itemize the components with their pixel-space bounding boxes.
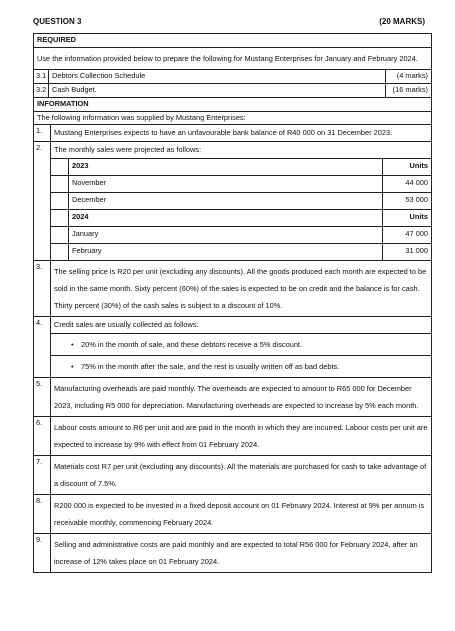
question-table — [33, 33, 432, 573]
required-heading: REQUIRED — [37, 35, 77, 44]
sales-row — [51, 243, 431, 260]
sales-value: 53 000 — [405, 195, 428, 205]
information-intro: The following information was supplied by Mustang Enterprises: — [34, 111, 431, 125]
question-header — [33, 17, 425, 29]
task-row — [34, 69, 431, 83]
sales-value: 44 000 — [405, 178, 428, 188]
item-text: Mustang Enterprises expects to have an unfavourable bank balance of R40 000 on 31 December 2023. — [54, 128, 393, 138]
sales-label: February — [69, 244, 383, 260]
item-text: The selling price is R20 per unit (excluding any discounts). All the goods produced each month are expected to be sold in the same month. Sixty percent (60%) of the sales is expected to be on credit and the balance is for cash. Thirty percent (30%) of the cash sales is subject to a discount of 10%. — [54, 267, 427, 311]
sales-label: 2023 — [69, 159, 383, 175]
bullet-item: • 75% in the month after the sale, and the rest is usually written off as bad debts. — [81, 358, 431, 375]
sales-row — [51, 159, 431, 175]
item-number: 2. — [34, 142, 51, 260]
item-text: R200 000 is expected to be invested in a fixed deposit account on 01 February 2024. Interest at 9% per annum is receivable monthly, commencing February 2024. — [54, 501, 425, 528]
item-text: Manufacturing overheads are paid monthly. The overheads are expected to amount to R65 000 for December 2023, including R5 000 for depreciation. Manufacturing overheads are expected to increase by 5% each month. — [54, 384, 419, 411]
info-item-9 — [34, 533, 431, 572]
sales-row — [51, 209, 431, 226]
question-marks: (20 MARKS) — [379, 17, 425, 26]
item-number: 5. — [34, 378, 51, 416]
sales-value: 31 000 — [405, 246, 428, 256]
task-label: Debtors Collection Schedule — [49, 70, 386, 83]
item-number: 6. — [34, 417, 51, 455]
item-text: The monthly sales were projected as follows: — [54, 145, 202, 155]
bullet-list — [51, 355, 431, 377]
sales-label: November — [69, 176, 383, 192]
info-item-2 — [34, 141, 431, 260]
item-text: Credit sales are usually collected as follows: — [54, 320, 199, 330]
item-text: Materials cost R7 per unit (excluding any discounts). All the materials are purchased for cash to take advantage of a discount of 7.5%. — [54, 462, 427, 489]
task-marks: (4 marks) — [396, 70, 428, 80]
sales-label: 2024 — [69, 210, 383, 226]
task-marks: (16 marks) — [392, 84, 428, 94]
item-text: Labour costs amount to R6 per unit and are paid in the month in which they are incurred. Labour costs per unit are expected to increase by 9% with effect from 01 February 2024. — [54, 423, 428, 450]
info-item-1 — [34, 124, 431, 141]
sales-value: Units — [409, 212, 428, 222]
sales-table — [51, 158, 431, 260]
item-number: 8. — [34, 495, 51, 533]
info-item-7 — [34, 455, 431, 494]
item-number: 9. — [34, 534, 51, 572]
item-number: 3. — [34, 261, 51, 316]
sales-value: Units — [409, 161, 428, 171]
info-item-6 — [34, 416, 431, 455]
sales-row — [51, 226, 431, 243]
info-item-4 — [34, 316, 431, 377]
sales-label: January — [69, 227, 383, 243]
sales-value: 47 000 — [405, 229, 428, 239]
information-heading: INFORMATION — [34, 97, 431, 111]
info-item-3 — [34, 260, 431, 316]
task-label: Cash Budget. — [49, 84, 386, 97]
sales-label: December — [69, 193, 383, 209]
info-item-8 — [34, 494, 431, 533]
item-text: Selling and administrative costs are paid monthly and are expected to total R56 000 for February 2024, after an increase of 12% takes place on 01 February 2024. — [54, 540, 418, 567]
sales-row — [51, 175, 431, 192]
item-number: 1. — [34, 125, 51, 141]
task-number: 3.1 — [34, 70, 49, 83]
task-row — [34, 83, 431, 97]
question-title: QUESTION 3 — [33, 17, 82, 26]
info-item-5 — [34, 377, 431, 416]
bullet-item: • 20% in the month of sale, and these debtors receive a 5% discount. — [81, 336, 431, 353]
required-intro: Use the information provided below to prepare the following for Mustang Enterprises for January and February 2024. — [34, 47, 431, 69]
bullet-list — [51, 333, 431, 355]
item-number: 4. — [34, 317, 51, 377]
sales-row — [51, 192, 431, 209]
item-number: 7. — [34, 456, 51, 494]
task-number: 3.2 — [34, 84, 49, 97]
